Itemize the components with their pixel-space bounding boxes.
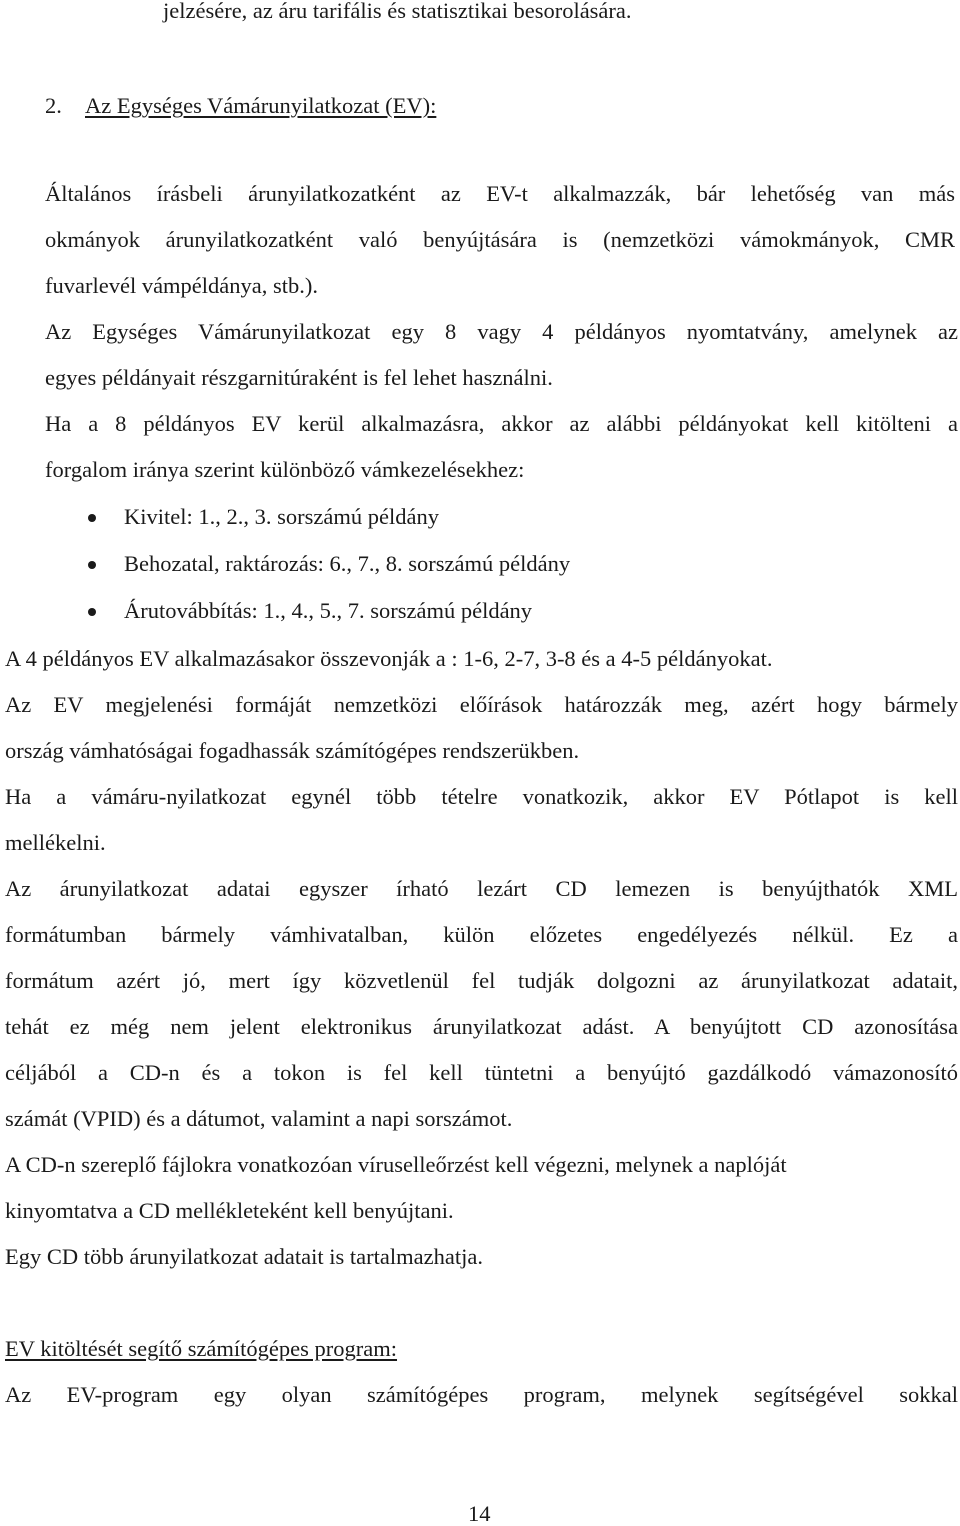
paragraph-line: Az árunyilatkozat adatai egyszer írható lezárt CD lemezen is benyújthatók XML — [5, 876, 958, 901]
paragraph-line: forgalom iránya szerint különböző vámkezelésekhez: — [45, 457, 525, 482]
paragraph-line: Egy CD több árunyilatkozat adatait is tartalmazhatja. — [5, 1244, 483, 1269]
bullet-dot — [88, 608, 96, 616]
paragraph-line: Általános írásbeli árunyilatkozatként az EV-t alkalmazzák, bár lehetőség van más — [45, 181, 955, 206]
paragraph-line: Az Egységes Vámárunyilatkozat egy 8 vagy 4 példányos nyomtatvány, amelynek az — [45, 319, 958, 344]
paragraph-line: A CD-n szereplő fájlokra vonatkozóan víruselleőrzést kell végezni, melynek a naplóját — [5, 1152, 787, 1177]
page-number: 14 — [468, 1501, 491, 1526]
paragraph-line: fuvarlevél vámpéldánya, stb.). — [45, 273, 319, 298]
list-item: Behozatal, raktározás: 6., 7., 8. sorszámú példány — [124, 551, 571, 576]
paragraph-line: tehát ez még nem jelent elektronikus árunyilatkozat adást. A benyújtott CD azonosítása — [5, 1014, 958, 1039]
bullet-dot — [88, 561, 96, 569]
section-title: Az Egységes Vámárunyilatkozat (EV): — [85, 93, 437, 118]
bullet-dot — [88, 514, 96, 522]
paragraph-line: mellékelni. — [5, 830, 106, 855]
paragraph-line: okmányok árunyilatkozatként való benyújtására is (nemzetközi vámokmányok, CMR — [45, 227, 955, 252]
paragraph-line: egyes példányait részgarnitúraként is fel lehet használni. — [45, 365, 553, 390]
paragraph-line: Ha a 8 példányos EV kerül alkalmazásra, akkor az alábbi példányokat kell kitölteni a — [45, 411, 958, 436]
list-item: Árutovábbítás: 1., 4., 5., 7. sorszámú példány — [124, 598, 533, 623]
list-item: Kivitel: 1., 2., 3. sorszámú példány — [124, 504, 439, 529]
paragraph-line: formátumban bármely vámhivatalban, külön előzetes engedélyezés nélkül. Ez a — [5, 922, 958, 947]
continued-line: jelzésére, az áru tarifális és statisztikai besorolására. — [163, 0, 632, 23]
section-number: 2. — [45, 93, 62, 118]
paragraph-line: Az EV-program egy olyan számítógépes program, melynek segítségével sokkal — [5, 1382, 958, 1407]
paragraph-line: formátum azért jó, mert így közvetlenül fel tudják dolgozni az árunyilatkozat adatait, — [5, 968, 958, 993]
paragraph-line: ország vámhatóságai fogadhassák számítógépes rendszerükben. — [5, 738, 580, 763]
paragraph-line: számát (VPID) és a dátumot, valamint a napi sorszámot. — [5, 1106, 513, 1131]
paragraph-line: céljából a CD-n és a tokon is fel kell tüntetni a benyújtó gazdálkodó vámazonosító — [5, 1060, 958, 1085]
paragraph-line: Az EV megjelenési formáját nemzetközi előírások határozzák meg, azért hogy bármely — [5, 692, 958, 717]
paragraph-line: A 4 példányos EV alkalmazásakor összevonják a : 1-6, 2-7, 3-8 és a 4-5 példányokat. — [5, 646, 773, 671]
subsection-heading: EV kitöltését segítő számítógépes program: — [5, 1336, 398, 1361]
paragraph-line: kinyomtatva a CD mellékleteként kell benyújtani. — [5, 1198, 454, 1223]
paragraph-line: Ha a vámáru-nyilatkozat egynél több tételre vonatkozik, akkor EV Pótlapot is kell — [5, 784, 958, 809]
